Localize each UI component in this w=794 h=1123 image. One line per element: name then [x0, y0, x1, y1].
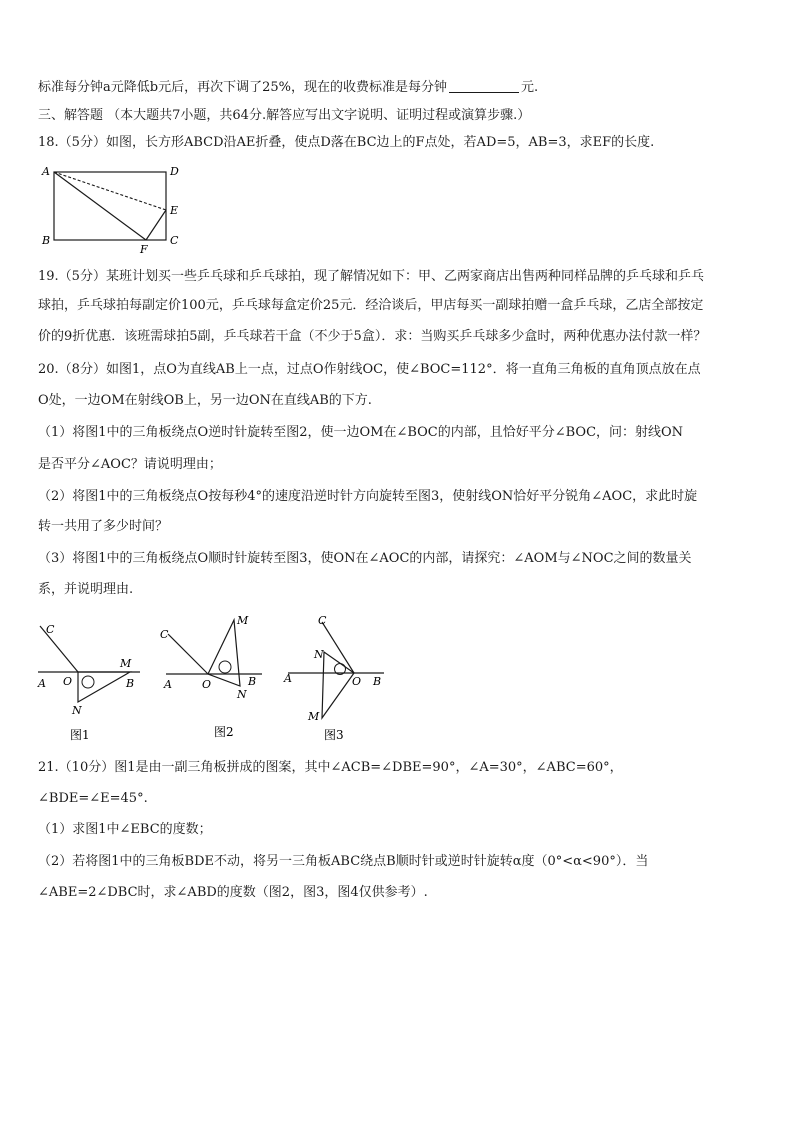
label-n: N	[72, 704, 82, 717]
label-m: M	[120, 657, 132, 670]
question-text: 标准每分钟a元降低b元后，再次下调了25%，现在的收费标准是每分钟	[38, 80, 447, 95]
question-21: 21.（10分）图1是由一副三角板拼成的图案，其中∠ACB=∠DBE=90°，∠A=30°，∠ABC=60°，	[38, 760, 623, 775]
figure-18-rectangle	[38, 160, 188, 255]
text-line: 是否平分∠AOC？请说明理由；	[38, 457, 222, 472]
label-c: C	[318, 614, 327, 627]
answer-blank	[449, 79, 519, 93]
label-c: C	[46, 623, 55, 636]
text-line	[38, 79, 538, 97]
label-n: N	[314, 648, 324, 661]
label-a: A	[164, 678, 172, 691]
label-b: B	[373, 675, 382, 688]
ruler-hole	[82, 676, 94, 688]
label-m: M	[237, 614, 249, 627]
figure-caption: 图1	[70, 728, 90, 742]
sub-question-1: （1）求图1中∠EBC的度数；	[38, 822, 212, 837]
label-o: O	[202, 678, 212, 691]
text-line: 价的9折优惠．该班需球拍5副，乒乓球若干盒（不少于5盒）．求：当购买乒乓球多少盒时，两种优惠办法付款一样？	[38, 329, 707, 344]
label-m: M	[308, 710, 320, 723]
label-o: O	[352, 675, 362, 688]
ray-oc	[168, 634, 208, 674]
label-b: B	[42, 234, 51, 247]
text-line: O处，一边OM在射线OB上，另一边ON在直线AB的下方.	[38, 393, 372, 408]
figure-20-2	[158, 612, 268, 745]
segment-fe	[146, 210, 166, 240]
label-a: A	[38, 677, 46, 690]
sub-question-2: （2）将图1中的三角板绕点O按每秒4°的速度沿逆时针方向旋转至图3，使射线ON恰好平分锐角∠AOC，求此时旋	[38, 489, 698, 504]
label-b: B	[126, 677, 135, 690]
sub-question-1: （1）将图1中的三角板绕点O逆时针旋转至图2，使一边OM在∠BOC的内部，且恰好平分∠BOC，问：射线ON	[38, 425, 684, 440]
triangle-ruler	[208, 620, 240, 686]
sub-question-3: （3）将图1中的三角板绕点O顺时针旋转至图3，使ON在∠AOC的内部，请探究：∠AOM与∠NOC之间的数量关	[38, 551, 692, 566]
ruler-hole	[219, 661, 231, 673]
section-heading: 三、解答题 （本大题共7小题，共64分.解答应写出文字说明、证明过程或演算步骤.）	[38, 108, 531, 123]
label-e: E	[170, 204, 179, 217]
figure-20-3	[280, 612, 390, 745]
question-18: 18.（5分）如图，长方形ABCD沿AE折叠，使点D落在BC边上的F点处，若AD=5，AB=3，求EF的长度.	[38, 135, 655, 150]
label-b: B	[248, 675, 257, 688]
sub-question-2: （2）若将图1中的三角板BDE不动，将另一三角板ABC绕点B顺时针或逆时针旋转α度（0°<α<90°）．当	[38, 854, 649, 869]
label-c: C	[160, 628, 169, 641]
segment-af	[54, 172, 146, 240]
label-f: F	[140, 243, 148, 256]
text-line: 系，并说明理由.	[38, 582, 134, 597]
figure-20-1	[36, 615, 146, 745]
text-line: ∠BDE=∠E=45°.	[38, 791, 148, 806]
label-d: D	[170, 165, 179, 178]
text-line: ∠ABE=2∠DBC时，求∠ABD的度数（图2，图3，图4仅供参考）.	[38, 885, 428, 900]
label-a: A	[42, 165, 50, 178]
text-line: 转一共用了多少时间？	[38, 519, 169, 534]
triangle-ruler	[322, 652, 354, 718]
question-19: 19.（5分）某班计划买一些乒乓球和乒乓球拍，现了解情况如下：甲、乙两家商店出售两种同样品牌的乒乓球和乒乓	[38, 269, 704, 284]
label-n: N	[237, 688, 247, 701]
segment-ae	[54, 172, 166, 210]
label-o: O	[63, 675, 73, 688]
ray-oc	[322, 622, 354, 673]
figure-caption: 图2	[214, 725, 234, 739]
question-text: 元.	[520, 80, 539, 95]
label-a: A	[284, 672, 292, 685]
label-c: C	[170, 234, 179, 247]
figure-caption: 图3	[324, 728, 344, 742]
question-20: 20.（8分）如图1，点O为直线AB上一点，过点O作射线OC，使∠BOC=112°．将一直角三角板的直角顶点放在点	[38, 362, 701, 377]
text-line: 球拍，乒乓球拍每副定价100元，乒乓球每盒定价25元．经洽谈后，甲店每买一副球拍赠一盒乒乓球，乙店全部按定	[38, 298, 704, 313]
rectangle-abcd	[54, 172, 166, 240]
